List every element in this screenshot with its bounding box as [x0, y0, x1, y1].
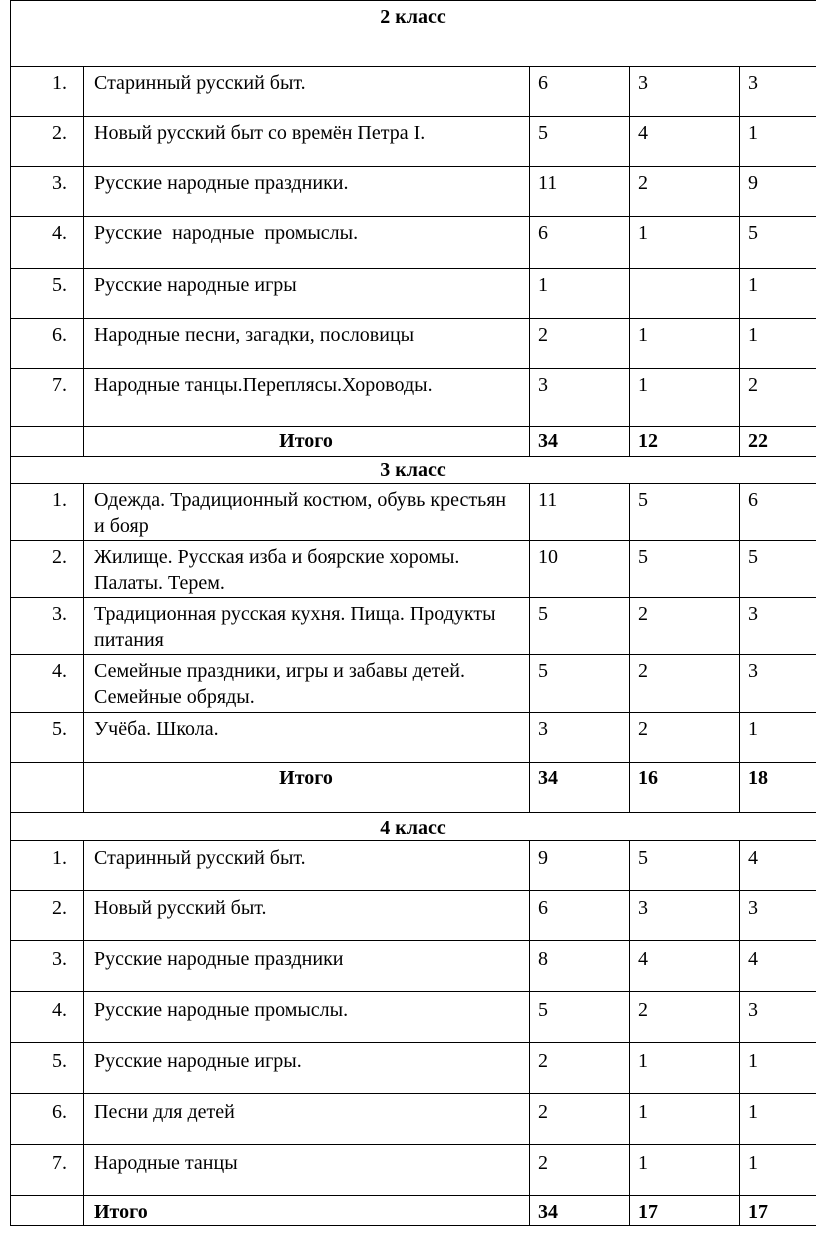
total-theory-hours: 16: [638, 767, 658, 789]
row-topic: Русские народные игры: [94, 274, 297, 296]
row-practice-hours: 3: [748, 603, 758, 625]
row-topic: Учёба. Школа.: [94, 718, 219, 740]
row-topic: Русские народные промыслы.: [94, 222, 359, 244]
row-total-hours: 5: [538, 122, 548, 144]
row-theory-hours: 5: [638, 546, 648, 568]
row-number: 1.: [52, 72, 67, 94]
row-total-hours: 3: [538, 718, 548, 740]
row-topic: Русские народные промыслы.: [94, 999, 349, 1021]
row-theory-hours: 2: [638, 718, 648, 740]
row-practice-hours: 1: [748, 1152, 758, 1174]
row-number: 5.: [52, 718, 67, 740]
row-practice-hours: 1: [748, 122, 758, 144]
row-practice-hours: 1: [748, 324, 758, 346]
row-number: 6.: [52, 1101, 67, 1123]
row-topic: Старинный русский быт.: [94, 72, 306, 94]
row-theory-hours: 5: [638, 847, 648, 869]
row-practice-hours: 1: [748, 274, 758, 296]
row-number: 5.: [52, 274, 67, 296]
row-practice-hours: 1: [748, 718, 758, 740]
row-theory-hours: 1: [638, 222, 648, 244]
row-theory-hours: 1: [638, 324, 648, 346]
row-practice-hours: 4: [748, 948, 758, 970]
row-theory-hours: 5: [638, 489, 648, 511]
row-total-hours: 2: [538, 324, 548, 346]
row-topic: Народные песни, загадки, пословицы: [94, 324, 415, 346]
row-topic: Русские народные праздники.: [94, 172, 349, 194]
total-theory-hours: 17: [638, 1201, 658, 1223]
row-number: 4.: [52, 999, 67, 1021]
row-practice-hours: 9: [748, 172, 758, 194]
row-total-hours: 11: [538, 172, 558, 194]
row-total-hours: 6: [538, 72, 548, 94]
row-practice-hours: 3: [748, 72, 758, 94]
row-practice-hours: 3: [748, 660, 758, 682]
row-topic: Песни для детей: [94, 1101, 235, 1123]
row-topic: Семейные праздники, игры и забавы детей. Семейные обряды.: [94, 660, 465, 708]
row-number: 2.: [52, 546, 67, 568]
row-number: 1.: [52, 489, 67, 511]
total-label: Итого: [279, 430, 333, 452]
row-number: 4.: [52, 660, 67, 682]
row-number: 4.: [52, 222, 67, 244]
row-topic: Одежда. Традиционный костюм, обувь крестьян и бояр: [94, 489, 507, 537]
row-practice-hours: 5: [748, 546, 758, 568]
row-number: 2.: [52, 897, 67, 919]
row-number: 7.: [52, 1152, 67, 1174]
total-practice-hours: 17: [748, 1201, 768, 1223]
row-theory-hours: 1: [638, 1050, 648, 1072]
row-topic: Русские народные игры.: [94, 1050, 302, 1072]
row-total-hours: 8: [538, 948, 548, 970]
row-number: 7.: [52, 374, 67, 396]
row-total-hours: 2: [538, 1152, 548, 1174]
row-number: 3.: [52, 948, 67, 970]
row-topic: Жилище. Русская изба и боярские хоромы. Палаты. Терем.: [94, 546, 460, 594]
row-topic: Русские народные праздники: [94, 948, 344, 970]
row-theory-hours: 4: [638, 122, 648, 144]
row-practice-hours: 1: [748, 1050, 758, 1072]
row-number: 6.: [52, 324, 67, 346]
row-topic: Старинный русский быт.: [94, 847, 306, 869]
row-theory-hours: 2: [638, 999, 648, 1021]
row-theory-hours: 1: [638, 1101, 648, 1123]
row-total-hours: 5: [538, 999, 548, 1021]
row-total-hours: 6: [538, 897, 548, 919]
row-theory-hours: 4: [638, 948, 648, 970]
row-total-hours: 5: [538, 660, 548, 682]
row-total-hours: 2: [538, 1050, 548, 1072]
total-practice-hours: 22: [748, 430, 768, 452]
row-topic: Народные танцы.Переплясы.Хороводы.: [94, 374, 433, 396]
section-heading: 2 класс: [380, 6, 446, 28]
row-number: 2.: [52, 122, 67, 144]
row-theory-hours: 2: [638, 660, 648, 682]
row-theory-hours: 1: [638, 1152, 648, 1174]
row-total-hours: 2: [538, 1101, 548, 1123]
row-total-hours: 6: [538, 222, 548, 244]
row-number: 3.: [52, 172, 67, 194]
section-heading: 3 класс: [380, 459, 446, 481]
row-topic: Традиционная русская кухня. Пища. Продукты питания: [94, 603, 496, 651]
row-number: 1.: [52, 847, 67, 869]
row-topic: Народные танцы: [94, 1152, 238, 1174]
row-practice-hours: 5: [748, 222, 758, 244]
total-label: Итого: [94, 1201, 148, 1223]
row-topic: Новый русский быт со времён Петра I.: [94, 122, 426, 144]
row-total-hours: 11: [538, 489, 558, 511]
row-theory-hours: 2: [638, 172, 648, 194]
row-total-hours: 10: [538, 546, 558, 568]
row-practice-hours: 4: [748, 847, 758, 869]
section-heading: 4 класс: [380, 817, 446, 839]
row-total-hours: 5: [538, 603, 548, 625]
row-number: 5.: [52, 1050, 67, 1072]
total-label: Итого: [279, 767, 333, 789]
row-practice-hours: 2: [748, 374, 758, 396]
row-total-hours: 9: [538, 847, 548, 869]
total-practice-hours: 18: [748, 767, 768, 789]
row-practice-hours: 1: [748, 1101, 758, 1123]
total-hours: 34: [538, 430, 558, 452]
row-theory-hours: 3: [638, 72, 648, 94]
row-total-hours: 3: [538, 374, 548, 396]
row-practice-hours: 6: [748, 489, 758, 511]
total-theory-hours: 12: [638, 430, 658, 452]
row-topic: Новый русский быт.: [94, 897, 267, 919]
total-hours: 34: [538, 767, 558, 789]
total-hours: 34: [538, 1201, 558, 1223]
row-practice-hours: 3: [748, 999, 758, 1021]
row-theory-hours: 3: [638, 897, 648, 919]
row-practice-hours: 3: [748, 897, 758, 919]
row-theory-hours: 2: [638, 603, 648, 625]
row-theory-hours: 1: [638, 374, 648, 396]
row-total-hours: 1: [538, 274, 548, 296]
row-number: 3.: [52, 603, 67, 625]
